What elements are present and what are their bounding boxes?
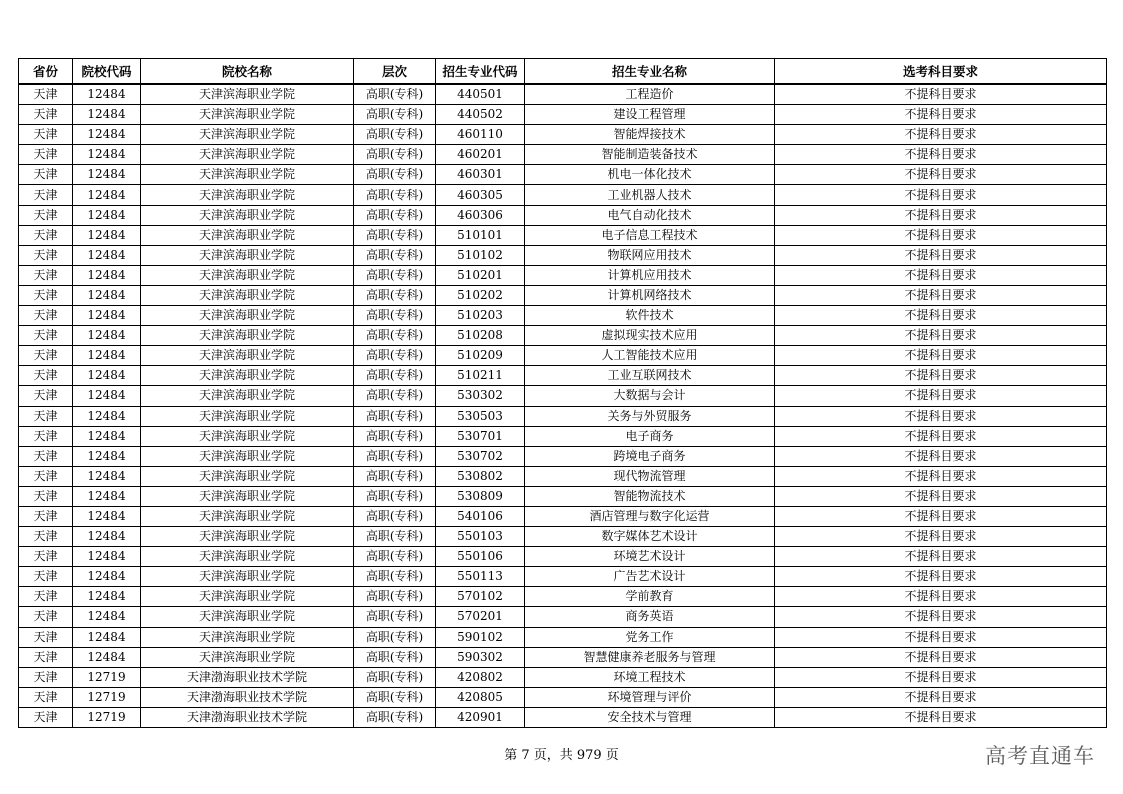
cell-school-name: 天津滨海职业学院 [141,386,354,406]
cell-major-code: 510209 [436,346,525,366]
cell-subject-requirement: 不提科目要求 [775,386,1107,406]
cell-school-name: 天津滨海职业学院 [141,125,354,145]
cell-major-code: 510102 [436,245,525,265]
cell-school-code: 12484 [73,145,141,165]
cell-subject-requirement: 不提科目要求 [775,486,1107,506]
cell-major-code: 530701 [436,426,525,446]
cell-major-code: 570201 [436,607,525,627]
cell-major-name: 电气自动化技术 [525,205,775,225]
cell-subject-requirement: 不提科目要求 [775,165,1107,185]
cell-subject-requirement: 不提科目要求 [775,84,1107,105]
table-row [19,707,1107,727]
cell-major-name: 电子信息工程技术 [525,225,775,245]
cell-school-name: 天津滨海职业学院 [141,326,354,346]
cell-level: 高职(专科) [354,265,436,285]
cell-school-code: 12484 [73,306,141,326]
cell-province: 天津 [19,265,73,285]
cell-level: 高职(专科) [354,486,436,506]
cell-province: 天津 [19,607,73,627]
cell-major-name: 酒店管理与数字化运营 [525,506,775,526]
cell-province: 天津 [19,587,73,607]
cell-school-name: 天津滨海职业学院 [141,506,354,526]
cell-province: 天津 [19,285,73,305]
cell-school-name: 天津滨海职业学院 [141,426,354,446]
cell-major-code: 510211 [436,366,525,386]
cell-school-code: 12484 [73,225,141,245]
cell-school-name: 天津滨海职业学院 [141,265,354,285]
cell-major-name: 工业机器人技术 [525,185,775,205]
cell-school-name: 天津滨海职业学院 [141,245,354,265]
cell-subject-requirement: 不提科目要求 [775,306,1107,326]
table-body [19,84,1107,728]
cell-major-code: 530802 [436,466,525,486]
cell-level: 高职(专科) [354,285,436,305]
cell-subject-requirement: 不提科目要求 [775,225,1107,245]
table-row [19,306,1107,326]
cell-major-code: 510208 [436,326,525,346]
cell-level: 高职(专科) [354,607,436,627]
cell-subject-requirement: 不提科目要求 [775,707,1107,727]
table-row [19,406,1107,426]
cell-province: 天津 [19,426,73,446]
cell-province: 天津 [19,386,73,406]
cell-school-name: 天津渤海职业技术学院 [141,667,354,687]
cell-school-name: 天津滨海职业学院 [141,306,354,326]
cell-school-name: 天津滨海职业学院 [141,225,354,245]
cell-level: 高职(专科) [354,567,436,587]
table-row [19,486,1107,506]
cell-school-code: 12484 [73,406,141,426]
cell-major-code: 590102 [436,627,525,647]
cell-level: 高职(专科) [354,84,436,105]
cell-level: 高职(专科) [354,245,436,265]
cell-major-name: 智能制造装备技术 [525,145,775,165]
cell-major-code: 510101 [436,225,525,245]
table-row [19,265,1107,285]
cell-level: 高职(专科) [354,125,436,145]
cell-school-name: 天津滨海职业学院 [141,607,354,627]
cell-school-code: 12484 [73,326,141,346]
cell-major-code: 590302 [436,647,525,667]
cell-level: 高职(专科) [354,306,436,326]
cell-school-code: 12484 [73,527,141,547]
cell-major-name: 计算机应用技术 [525,265,775,285]
cell-province: 天津 [19,667,73,687]
cell-major-name: 工业互联网技术 [525,366,775,386]
table-row [19,165,1107,185]
cell-school-code: 12484 [73,265,141,285]
page-number: 第 7 页，共 979 页 [504,748,619,763]
cell-level: 高职(专科) [354,587,436,607]
cell-level: 高职(专科) [354,105,436,125]
cell-school-name: 天津滨海职业学院 [141,527,354,547]
table-row [19,667,1107,687]
cell-school-code: 12484 [73,165,141,185]
cell-level: 高职(专科) [354,366,436,386]
cell-school-name: 天津滨海职业学院 [141,346,354,366]
cell-province: 天津 [19,84,73,105]
cell-major-code: 540106 [436,506,525,526]
watermark: 高考直通车 [985,744,1095,768]
cell-school-code: 12484 [73,386,141,406]
cell-level: 高职(专科) [354,647,436,667]
cell-subject-requirement: 不提科目要求 [775,547,1107,567]
cell-major-code: 420802 [436,667,525,687]
cell-subject-requirement: 不提科目要求 [775,567,1107,587]
cell-province: 天津 [19,627,73,647]
cell-province: 天津 [19,567,73,587]
cell-province: 天津 [19,707,73,727]
cell-subject-requirement: 不提科目要求 [775,466,1107,486]
cell-province: 天津 [19,647,73,667]
cell-school-name: 天津滨海职业学院 [141,205,354,225]
cell-level: 高职(专科) [354,185,436,205]
cell-major-code: 530503 [436,406,525,426]
cell-major-code: 550113 [436,567,525,587]
cell-school-code: 12719 [73,667,141,687]
cell-subject-requirement: 不提科目要求 [775,627,1107,647]
table-row [19,466,1107,486]
cell-level: 高职(专科) [354,346,436,366]
cell-school-code: 12719 [73,687,141,707]
cell-province: 天津 [19,105,73,125]
cell-major-code: 530809 [436,486,525,506]
cell-province: 天津 [19,245,73,265]
cell-province: 天津 [19,406,73,426]
cell-province: 天津 [19,165,73,185]
enrollment-table [18,58,1107,728]
cell-subject-requirement: 不提科目要求 [775,506,1107,526]
cell-school-code: 12484 [73,446,141,466]
cell-school-code: 12484 [73,647,141,667]
table-row [19,506,1107,526]
cell-subject-requirement: 不提科目要求 [775,346,1107,366]
header-major-name: 招生专业名称 [525,59,775,85]
cell-subject-requirement: 不提科目要求 [775,326,1107,346]
cell-school-name: 天津滨海职业学院 [141,647,354,667]
cell-major-name: 软件技术 [525,306,775,326]
header-major-code: 招生专业代码 [436,59,525,85]
cell-major-code: 460305 [436,185,525,205]
cell-major-code: 510203 [436,306,525,326]
cell-province: 天津 [19,125,73,145]
cell-province: 天津 [19,185,73,205]
cell-subject-requirement: 不提科目要求 [775,245,1107,265]
cell-subject-requirement: 不提科目要求 [775,125,1107,145]
table-row [19,587,1107,607]
cell-subject-requirement: 不提科目要求 [775,687,1107,707]
cell-subject-requirement: 不提科目要求 [775,366,1107,386]
cell-school-name: 天津滨海职业学院 [141,547,354,567]
cell-level: 高职(专科) [354,466,436,486]
cell-major-code: 530702 [436,446,525,466]
cell-school-name: 天津滨海职业学院 [141,145,354,165]
cell-school-code: 12484 [73,125,141,145]
cell-level: 高职(专科) [354,707,436,727]
cell-level: 高职(专科) [354,527,436,547]
cell-level: 高职(专科) [354,506,436,526]
cell-level: 高职(专科) [354,667,436,687]
table-row [19,326,1107,346]
cell-level: 高职(专科) [354,426,436,446]
cell-school-code: 12484 [73,245,141,265]
cell-school-name: 天津滨海职业学院 [141,486,354,506]
cell-level: 高职(专科) [354,225,436,245]
cell-major-name: 机电一体化技术 [525,165,775,185]
cell-major-name: 物联网应用技术 [525,245,775,265]
cell-school-code: 12484 [73,547,141,567]
cell-major-code: 440501 [436,84,525,105]
cell-level: 高职(专科) [354,165,436,185]
cell-major-name: 大数据与会计 [525,386,775,406]
cell-school-name: 天津滨海职业学院 [141,165,354,185]
cell-level: 高职(专科) [354,547,436,567]
cell-major-code: 460301 [436,165,525,185]
cell-school-code: 12484 [73,185,141,205]
cell-province: 天津 [19,145,73,165]
cell-subject-requirement: 不提科目要求 [775,667,1107,687]
cell-major-name: 跨境电子商务 [525,446,775,466]
cell-school-name: 天津滨海职业学院 [141,466,354,486]
cell-school-name: 天津滨海职业学院 [141,627,354,647]
cell-major-code: 570102 [436,587,525,607]
cell-school-code: 12484 [73,285,141,305]
table-row [19,105,1107,125]
cell-school-code: 12484 [73,486,141,506]
cell-level: 高职(专科) [354,687,436,707]
cell-school-code: 12484 [73,627,141,647]
cell-subject-requirement: 不提科目要求 [775,647,1107,667]
header-school-name: 院校名称 [141,59,354,85]
table-row [19,567,1107,587]
cell-major-name: 现代物流管理 [525,466,775,486]
header-subject-requirement: 选考科目要求 [775,59,1107,85]
cell-major-name: 商务英语 [525,607,775,627]
cell-major-code: 460110 [436,125,525,145]
cell-subject-requirement: 不提科目要求 [775,446,1107,466]
cell-province: 天津 [19,205,73,225]
table-row [19,647,1107,667]
cell-school-name: 天津滨海职业学院 [141,84,354,105]
table-row [19,346,1107,366]
cell-major-code: 530302 [436,386,525,406]
cell-school-code: 12484 [73,567,141,587]
cell-major-name: 人工智能技术应用 [525,346,775,366]
cell-major-name: 智慧健康养老服务与管理 [525,647,775,667]
table-row [19,185,1107,205]
cell-major-name: 学前教育 [525,587,775,607]
cell-school-code: 12484 [73,587,141,607]
cell-major-name: 工程造价 [525,84,775,105]
cell-major-code: 460306 [436,205,525,225]
cell-school-name: 天津滨海职业学院 [141,105,354,125]
cell-province: 天津 [19,446,73,466]
cell-subject-requirement: 不提科目要求 [775,406,1107,426]
table-row [19,245,1107,265]
cell-subject-requirement: 不提科目要求 [775,145,1107,165]
cell-major-code: 550103 [436,527,525,547]
cell-major-code: 550106 [436,547,525,567]
cell-major-code: 510202 [436,285,525,305]
cell-subject-requirement: 不提科目要求 [775,426,1107,446]
cell-school-name: 天津渤海职业技术学院 [141,707,354,727]
cell-school-name: 天津滨海职业学院 [141,366,354,386]
cell-subject-requirement: 不提科目要求 [775,607,1107,627]
cell-level: 高职(专科) [354,406,436,426]
cell-province: 天津 [19,306,73,326]
cell-subject-requirement: 不提科目要求 [775,527,1107,547]
cell-school-code: 12484 [73,205,141,225]
cell-school-code: 12484 [73,366,141,386]
cell-major-name: 建设工程管理 [525,105,775,125]
cell-province: 天津 [19,506,73,526]
cell-school-code: 12484 [73,84,141,105]
cell-major-name: 环境艺术设计 [525,547,775,567]
cell-major-name: 计算机网络技术 [525,285,775,305]
cell-major-name: 安全技术与管理 [525,707,775,727]
cell-school-code: 12484 [73,506,141,526]
cell-school-code: 12484 [73,105,141,125]
page-footer [0,744,1123,763]
cell-major-code: 460201 [436,145,525,165]
cell-province: 天津 [19,687,73,707]
table-row [19,84,1107,105]
cell-major-code: 440502 [436,105,525,125]
table-row [19,366,1107,386]
cell-major-name: 虚拟现实技术应用 [525,326,775,346]
header-province: 省份 [19,59,73,85]
table-row [19,446,1107,466]
cell-major-name: 党务工作 [525,627,775,647]
cell-subject-requirement: 不提科目要求 [775,285,1107,305]
table-row [19,285,1107,305]
cell-subject-requirement: 不提科目要求 [775,105,1107,125]
header-school-code: 院校代码 [73,59,141,85]
table-header-row [19,59,1107,85]
cell-major-name: 数字媒体艺术设计 [525,527,775,547]
cell-school-name: 天津滨海职业学院 [141,567,354,587]
cell-major-code: 420805 [436,687,525,707]
cell-major-name: 智能物流技术 [525,486,775,506]
cell-school-name: 天津滨海职业学院 [141,285,354,305]
table-row [19,205,1107,225]
cell-province: 天津 [19,225,73,245]
cell-school-code: 12719 [73,707,141,727]
cell-level: 高职(专科) [354,205,436,225]
table-row [19,386,1107,406]
table-row [19,607,1107,627]
cell-level: 高职(专科) [354,386,436,406]
cell-level: 高职(专科) [354,145,436,165]
table-row [19,125,1107,145]
cell-subject-requirement: 不提科目要求 [775,185,1107,205]
cell-school-name: 天津滨海职业学院 [141,446,354,466]
table-row [19,426,1107,446]
table-row [19,527,1107,547]
cell-province: 天津 [19,486,73,506]
table-row [19,145,1107,165]
cell-major-name: 环境工程技术 [525,667,775,687]
cell-school-name: 天津渤海职业技术学院 [141,687,354,707]
cell-school-code: 12484 [73,466,141,486]
table-row [19,687,1107,707]
cell-major-name: 关务与外贸服务 [525,406,775,426]
cell-province: 天津 [19,547,73,567]
cell-province: 天津 [19,527,73,547]
cell-major-name: 广告艺术设计 [525,567,775,587]
cell-major-code: 510201 [436,265,525,285]
cell-major-code: 420901 [436,707,525,727]
table-row [19,225,1107,245]
header-level: 层次 [354,59,436,85]
cell-school-name: 天津滨海职业学院 [141,406,354,426]
cell-province: 天津 [19,466,73,486]
cell-province: 天津 [19,326,73,346]
cell-province: 天津 [19,346,73,366]
cell-level: 高职(专科) [354,326,436,346]
cell-school-name: 天津滨海职业学院 [141,587,354,607]
cell-level: 高职(专科) [354,627,436,647]
cell-level: 高职(专科) [354,446,436,466]
table-row [19,627,1107,647]
cell-major-name: 电子商务 [525,426,775,446]
cell-subject-requirement: 不提科目要求 [775,265,1107,285]
cell-subject-requirement: 不提科目要求 [775,587,1107,607]
cell-major-name: 智能焊接技术 [525,125,775,145]
cell-school-code: 12484 [73,426,141,446]
cell-subject-requirement: 不提科目要求 [775,205,1107,225]
cell-province: 天津 [19,366,73,386]
cell-school-code: 12484 [73,346,141,366]
cell-major-name: 环境管理与评价 [525,687,775,707]
cell-school-name: 天津滨海职业学院 [141,185,354,205]
table-row [19,547,1107,567]
cell-school-code: 12484 [73,607,141,627]
